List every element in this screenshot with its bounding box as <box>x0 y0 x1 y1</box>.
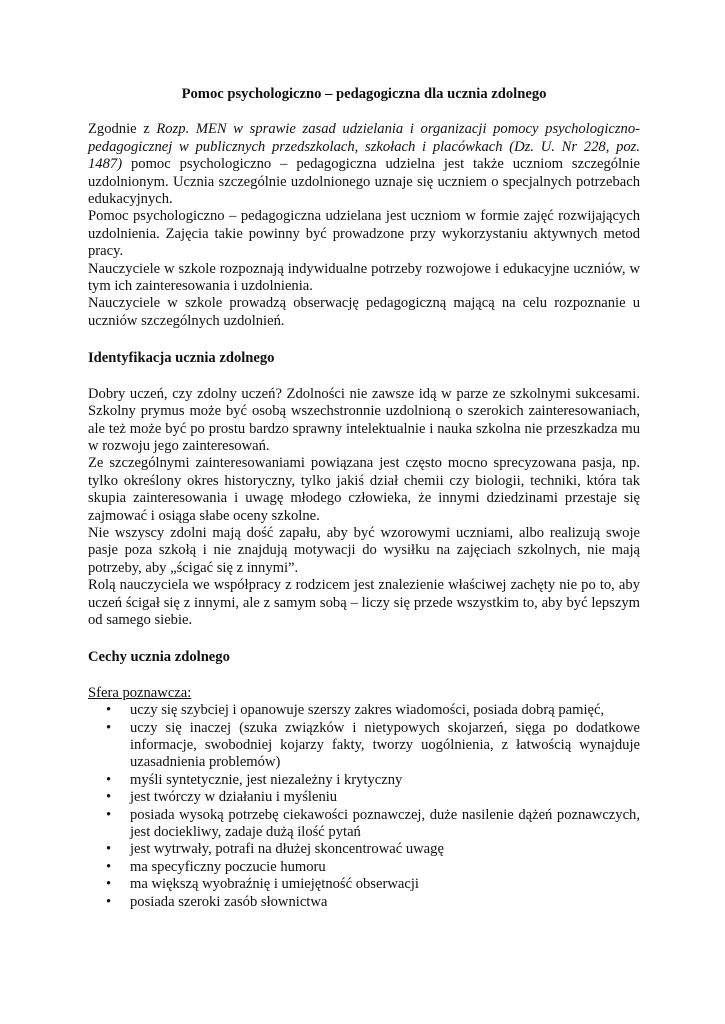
intro-paragraph-4: Nauczyciele w szkole prowadzą obserwację pedagogiczną mającą na celu rozpoznanie u uczniów szczególnych uzdolnień. <box>88 295 640 329</box>
list-item-text: ma większą wyobraźnię i umiejętność obserwacji <box>130 876 419 893</box>
list-item <box>88 876 640 893</box>
list-item <box>88 841 640 858</box>
list-item-text: uczy się szybciej i opanowuje szerszy zakres wiadomości, posiada dobrą pamięć, <box>130 702 605 719</box>
list-item <box>88 789 640 806</box>
regulation-citation: Rozp. MEN w sprawie zasad udzielania i organizacji pomocy psychologiczno-pedagogicznej w publicznych przedszkolach, szkołach i placówkach (Dz. U. Nr 228, poz. 1487) <box>88 121 640 173</box>
cechy-bullet-list <box>88 702 640 911</box>
list-item-text: ma specyficzny poczucie humoru <box>130 858 326 875</box>
document-content <box>88 86 640 911</box>
bullet-icon: • <box>106 771 112 788</box>
document-title: Pomoc psychologiczno – pedagogiczna dla ucznia zdolnego <box>181 86 547 102</box>
intro-paragraph-1 <box>88 121 640 208</box>
bullet-icon: • <box>106 876 112 893</box>
list-item-text: posiada wysoką potrzebę ciekawości poznawczej, duże nasilenie dążeń poznawczych, jest dociekliwy, zadaje dużą ilość pytań <box>130 806 640 841</box>
list-item-text: myśli syntetycznie, jest niezależny i krytyczny <box>130 771 403 788</box>
list-item-text: jest wytrwały, potrafi na dłużej skoncentrować uwagę <box>130 841 444 858</box>
identyfikacja-paragraph-3: Nie wszyscy zdolni mają dość zapału, aby być wzorowymi uczniami, albo realizują swoje pasje poza szkołą i nie znajdują motywacji do wysiłku na zajęciach szkolnych, nie mają potrzeby, aby „ścigać się z innymi”. <box>88 524 640 576</box>
list-item <box>88 772 640 789</box>
bullet-icon: • <box>106 858 112 875</box>
identyfikacja-paragraph-1: Dobry uczeń, czy zdolny uczeń? Zdolności nie zawsze idą w parze ze szkolnymi sukcesami. Szkolny prymus może być osobą wszechstronnie uzdolnioną o szerokich zainteresowaniach, ale też może być po prostu bardzo sprawny intelektualnie i nauka szkolna nie przeszkadza mu w rozwoju jego zainteresowań. <box>88 385 640 454</box>
intro-p1-suffix: pomoc psychologiczno – pedagogiczna udzielna jest także uczniom szczególnie uzdolnionym. Ucznia szczególnie uzdolnionego uznaje się uczniem o specjalnych potrzebach edukacyjnych. <box>88 156 640 208</box>
intro-paragraph-2: Pomoc psychologiczno – pedagogiczna udzielana jest uczniom w formie zajęć rozwijających uzdolnienia. Zajęcia takie powinny być prowadzone przy wykorzystaniu aktywnych metod pracy. <box>88 208 640 260</box>
list-item <box>88 720 640 772</box>
list-item <box>88 859 640 876</box>
intro-p1-prefix: Zgodnie z <box>88 121 157 138</box>
identyfikacja-paragraph-2: Ze szczególnymi zainteresowaniami powiązana jest często mocno sprecyzowana pasja, np. tylko określony okres historyczny, tylko jakiś dział chemii czy biologii, techniki, która tak skupia zainteresowania i uwagę młodego człowieka, że innymi dziedzinami przestaje się zajmować i osiąga słabe oceny szkolne. <box>88 455 640 524</box>
section-heading-cechy: Cechy ucznia zdolnego <box>88 649 230 666</box>
list-item-text: jest twórczy w działaniu i myśleniu <box>130 789 338 806</box>
sfera-poznawcza-label: Sfera poznawcza: <box>88 684 192 701</box>
bullet-icon: • <box>106 789 112 806</box>
list-item-text: uczy się inaczej (szuka związków i nietypowych skojarzeń, sięga po dodatkowe informacje, swobodniej kojarzy fakty, tworzy uogólnienia, z łatwością wynajduje uzasadnienia problemów) <box>130 719 640 771</box>
list-item <box>88 807 640 842</box>
list-item-text: posiada szeroki zasób słownictwa <box>130 893 328 910</box>
bullet-icon: • <box>106 719 112 736</box>
identyfikacja-paragraph-4: Rolą nauczyciela we współpracy z rodzicem jest znalezienie właściwej zachęty nie po to, aby uczeń ścigał się z innymi, ale z samym sobą – liczy się przede wszystkim to, aby być lepszym od samego siebie. <box>88 577 640 628</box>
bullet-icon: • <box>106 893 112 910</box>
bullet-icon: • <box>106 841 112 858</box>
bullet-icon: • <box>106 806 112 823</box>
list-item <box>88 702 640 719</box>
section-heading-identyfikacja: Identyfikacja ucznia zdolnego <box>88 350 275 367</box>
bullet-icon: • <box>106 702 112 719</box>
list-item <box>88 894 640 911</box>
intro-paragraph-3: Nauczyciele w szkole rozpoznają indywidualne potrzeby rozwojowe i edukacyjne uczniów, w tym ich zainteresowania i uzdolnienia. <box>88 260 640 295</box>
